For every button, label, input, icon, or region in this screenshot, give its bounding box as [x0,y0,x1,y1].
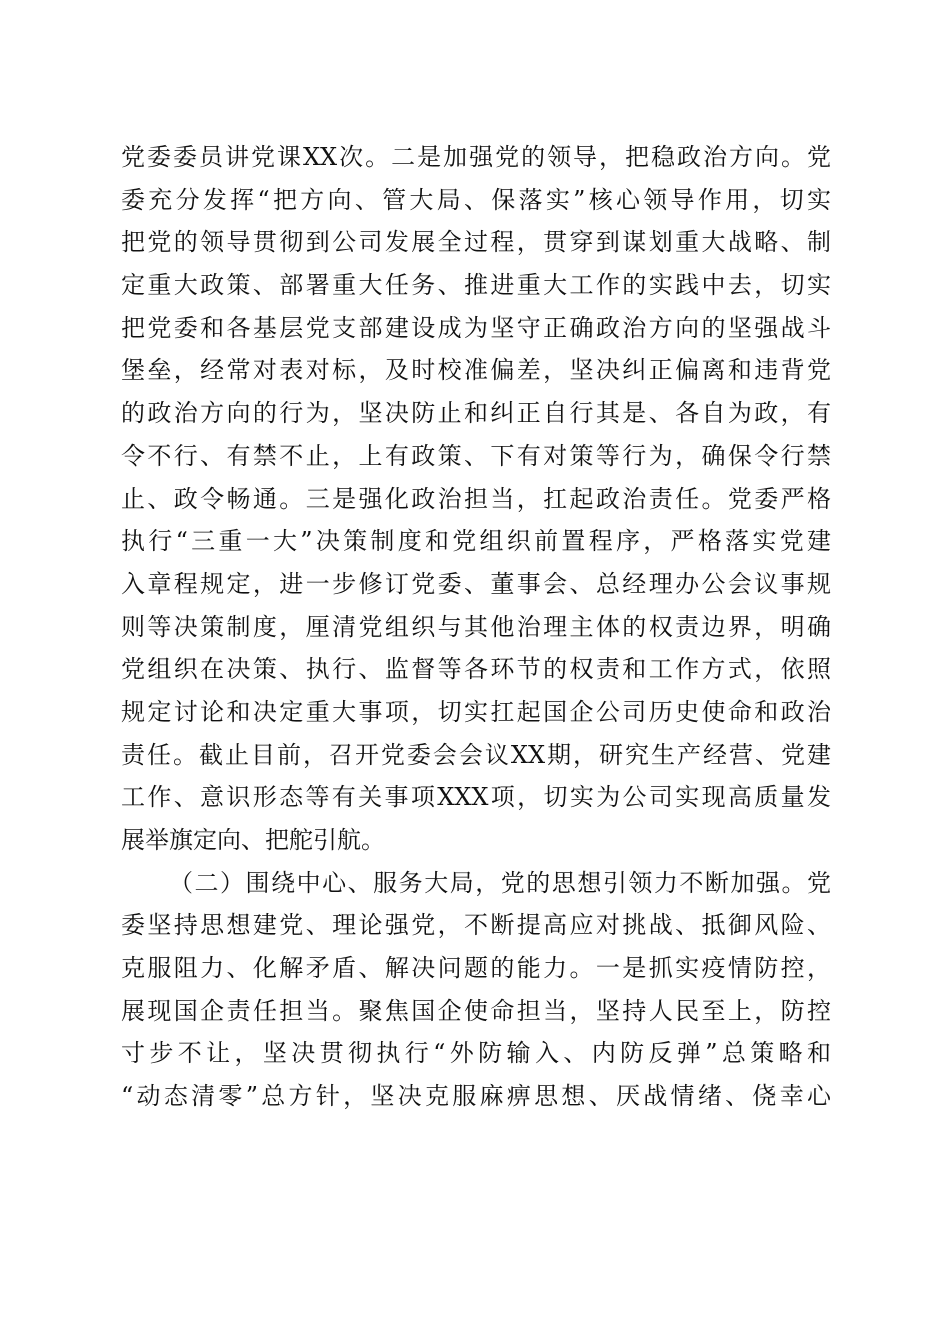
text-line: 规定讨论和决定重大事项，切实扛起国企公司历史使命和政治 [121,697,831,726]
text-line: 把党委和各基层党支部建设成为坚守正确政治方向的坚强战斗 [121,313,831,342]
text-line: 工作、意识形态等有关事项XXX项，切实为公司实现高质量发 [121,783,831,812]
text-line: 责任。截止目前，召开党委会会议XX期，研究生产经营、党建 [121,740,831,769]
text-line: 展现国企责任担当。聚焦国企使命担当，坚持人民至上，防控 [121,996,831,1025]
text-line: 展举旗定向、把舵引航。 [121,826,385,854]
text-line: 堡垒，经常对表对标，及时校准偏差，坚决纠正偏离和违背党 [121,356,831,385]
text-line: 入章程规定，进一步修订党委、董事会、总经理办公会议事规 [121,569,831,598]
text-line: 克服阻力、化解矛盾、解决问题的能力。一是抓实疫情防控， [121,954,831,983]
text-line: 把党的领导贯彻到公司发展全过程，贯穿到谋划重大战略、制 [121,228,831,257]
text-line: 执行“三重一大”决策制度和党组织前置程序，严格落实党建 [121,527,831,556]
text-line: 党委委员讲党课XX次。二是加强党的领导，把稳政治方向。党 [121,143,831,171]
text-line: 止、政令畅通。三是强化政治担当，扛起政治责任。党委严格 [121,484,831,513]
text-line: “动态清零”总方针，坚决克服麻痹思想、厌战情绪、侥幸心 [121,1082,831,1111]
text-line: 令不行、有禁不止，上有政策、下有对策等行为，确保令行禁 [121,441,831,470]
section-heading-line: （二）围绕中心、服务大局，党的思想引领力不断加强。党 [169,868,831,897]
text-line: 定重大政策、部署重大任务、推进重大工作的实践中去，切实 [121,271,831,300]
text-line: 委坚持思想建党、理论强党，不断提高应对挑战、抵御风险、 [121,911,831,940]
text-line: 委充分发挥“把方向、管大局、保落实”核心领导作用，切实 [121,185,831,214]
body-text [121,136,831,1118]
text-line: 则等决策制度，厘清党组织与其他治理主体的权责边界，明确 [121,612,831,641]
text-line: 党组织在决策、执行、监督等各环节的权责和工作方式，依照 [121,655,831,684]
text-line: 的政治方向的行为，坚决防止和纠正自行其是、各自为政，有 [121,399,831,428]
text-line: 寸步不让，坚决贯彻执行“外防输入、内防反弹”总策略和 [121,1039,831,1068]
